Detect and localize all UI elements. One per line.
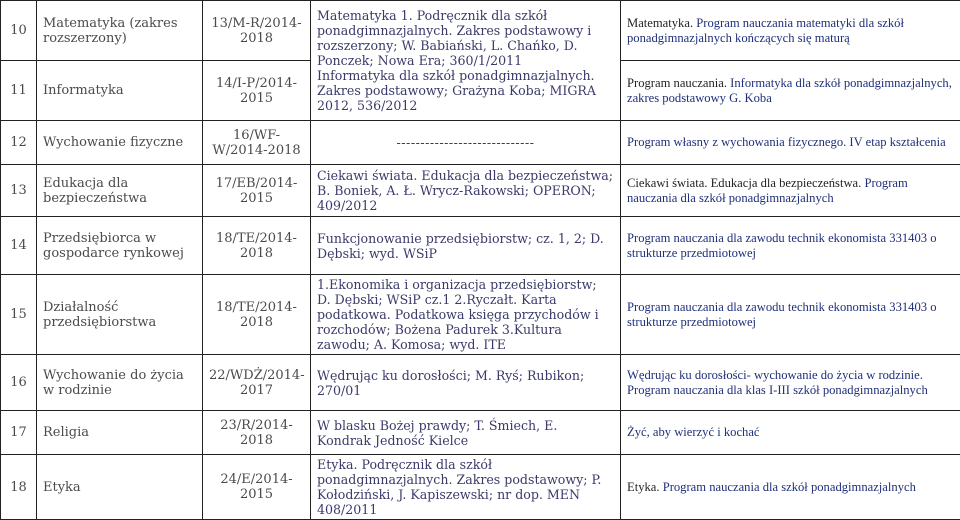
row-number: 18	[1, 455, 37, 520]
textbook-math: Matematyka 1. Podręcznik dla szkół ponadgimnazjalnych. Zakres podstawowy i rozszerzony; W. Babiański, L. Chańko, D. Ponczek; Nowa Era; 360/1/2011	[317, 8, 614, 68]
program-code: 23/R/2014-2018	[203, 411, 311, 455]
program-code: 24/E/2014-2015	[203, 455, 311, 520]
row-number: 12	[1, 121, 37, 165]
row-number: 11	[1, 61, 37, 121]
program-prefix: Etyka.	[627, 480, 663, 494]
table-row	[1, 411, 960, 455]
program-code: 14/I-P/2014-2015	[203, 61, 311, 121]
table-row	[1, 217, 960, 275]
program-cell: Program nauczania dla zawodu technik ekonomista 331403 o strukturze przedmiotowej	[621, 275, 960, 355]
row-number: 13	[1, 165, 37, 217]
program-text: Informatyka dla szkół ponadgimnazjalnych, zakres podstawowy G. Koba	[627, 76, 952, 105]
table-row	[1, 1, 960, 61]
program-cell: Żyć, aby wierzyć i kochać	[621, 411, 960, 455]
program-cell	[621, 165, 960, 217]
table-row	[1, 455, 960, 520]
textbook-cell: Ciekawi świata. Edukacja dla bezpieczeństwa; B. Boniek, A. Ł. Wrycz-Rakowski; OPERON; 409/2012	[311, 165, 621, 217]
program-code: 18/TE/2014-2018	[203, 275, 311, 355]
program-code: 22/WDŻ/2014-2017	[203, 355, 311, 411]
subject-name: Religia	[37, 411, 203, 455]
program-text: Program nauczania dla szkół ponadgimnazjalnych	[663, 480, 916, 494]
program-cell: Program nauczania dla zawodu technik ekonomista 331403 o strukturze przedmiotowej	[621, 217, 960, 275]
subject-name: Etyka	[37, 455, 203, 520]
program-text: Program nauczania dla szkół ponadgimnazjalnych	[627, 176, 908, 205]
program-text: Program nauczania matematyki dla szkół ponadgimnazjalnych kończących się maturą	[627, 16, 904, 45]
textbook-cell: Wędrując ku dorosłości; M. Ryś; Rubikon; 270/01	[311, 355, 621, 411]
row-number: 16	[1, 355, 37, 411]
table-row	[1, 275, 960, 355]
program-cell	[621, 61, 960, 121]
program-code: 18/TE/2014-2018	[203, 217, 311, 275]
textbook-cell: Funkcjonowanie przedsiębiorstw; cz. 1, 2; D. Dębski; wyd. WSiP	[311, 217, 621, 275]
subject-name: Wychowanie fizyczne	[37, 121, 203, 165]
textbook-cell: W blasku Bożej prawdy; T. Śmiech, E. Kondrak Jedność Kielce	[311, 411, 621, 455]
subject-name: Informatyka	[37, 61, 203, 121]
table-row	[1, 121, 960, 165]
program-code: 17/EB/2014-2015	[203, 165, 311, 217]
row-number: 17	[1, 411, 37, 455]
textbook-cell: Etyka. Podręcznik dla szkół ponadgimnazjalnych. Zakres podstawowy; P. Kołodziński, J. Kapiszewski; nr dop. MEN 408/2011	[311, 455, 621, 520]
textbook-informatics: Informatyka dla szkół ponadgimnazjalnych. Zakres podstawowy; Grażyna Koba; MIGRA 2012, 536/2012	[317, 68, 614, 113]
program-cell	[621, 1, 960, 61]
program-cell	[621, 455, 960, 520]
row-number: 15	[1, 275, 37, 355]
textbook-cell	[311, 1, 621, 121]
table-row	[1, 355, 960, 411]
row-number: 10	[1, 1, 37, 61]
textbook-cell: -----------------------------	[311, 121, 621, 165]
program-code: 13/M-R/2014-2018	[203, 1, 311, 61]
textbook-cell: 1.Ekonomika i organizacja przedsiębiorstw; D. Dębski; WSiP cz.1 2.Ryczałt. Karta podatkowa. Podatkowa księga przychodów i rozchodów; Bożena Padurek 3.Kultura zawodu; A. Komosa; wyd. ITE	[311, 275, 621, 355]
program-cell: Program własny z wychowania fizycznego. IV etap kształcenia	[621, 121, 960, 165]
program-prefix: Matematyka.	[627, 16, 696, 30]
subject-name: Przedsiębiorca w gospodarce rynkowej	[37, 217, 203, 275]
subject-name: Edukacja dla bezpieczeństwa	[37, 165, 203, 217]
program-prefix: Ciekawi świata. Edukacja dla bezpieczeństwa.	[627, 176, 864, 190]
subject-name: Działalność przedsiębiorstwa	[37, 275, 203, 355]
subject-name: Matematyka (zakres rozszerzony)	[37, 1, 203, 61]
program-code: 16/WF-W/2014-2018	[203, 121, 311, 165]
program-prefix: Program nauczania.	[627, 76, 730, 90]
program-cell: Wędrując ku dorosłości- wychowanie do życia w rodzinie. Program nauczania dla klas I-III szkół ponadgimnazjalnych	[621, 355, 960, 411]
subject-name: Wychowanie do życia w rodzinie	[37, 355, 203, 411]
row-number: 14	[1, 217, 37, 275]
table-row	[1, 165, 960, 217]
